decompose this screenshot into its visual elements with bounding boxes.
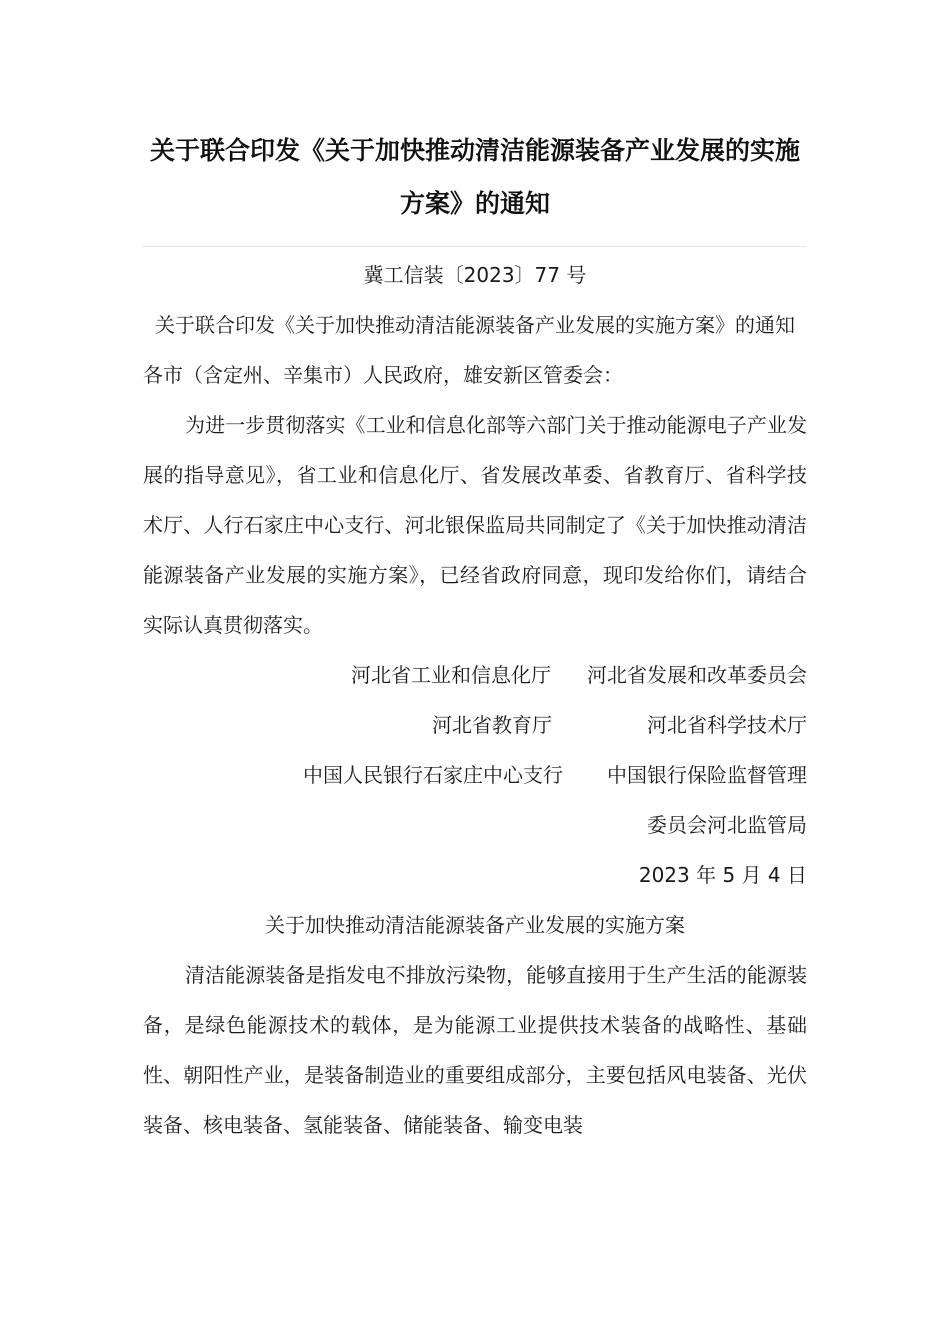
signatory-education-dept: 河北省教育厅 [432,713,552,737]
signatory-development-reform-commission: 河北省发展和改革委员会 [587,663,807,687]
paragraph-plan-intro: 清洁能源装备是指发电不排放污染物，能够直接用于生产生活的能源装备，是绿色能源技术的载体，是为能源工业提供技术装备的战略性、基础性、朝阳性产业，是装备制造业的重要组成部分，主要包括风电装备、光伏装备、核电装备、氢能装备、储能装备、输变电装 [143,963,807,1137]
notice-subtitle: 关于联合印发《关于加快推动清洁能源装备产业发展的实施方案》的通知 [155,313,795,337]
signatory-row-4: 委员会河北监管局 [647,813,807,837]
paragraph-intro: 为进一步贯彻落实《工业和信息化部等六部门关于推动能源电子产业发展的指导意见》，省工业和信息化厅、省发展改革委、省教育厅、省科学技术厅、人行石家庄中心支行、河北银保监局共同制定了《关于加快推动清洁能源装备产业发展的实施方案》，已经省政府同意，现印发给你们，请结合实际认真贯彻落实。 [143,413,807,637]
signatory-cbirc: 中国银行保险监督管理 [607,763,807,787]
addressee: 各市（含定州、辛集市）人民政府，雄安新区管委会： [143,363,623,387]
signatory-row-2 [143,700,807,750]
doc-number: 冀工信装〔2023〕77 号 [363,263,587,287]
title-divider [143,246,807,247]
plan-title: 关于加快推动清洁能源装备产业发展的实施方案 [265,913,685,937]
signatory-science-tech-dept: 河北省科学技术厅 [647,713,807,737]
signatory-row-1 [143,650,807,700]
signatory-pboc-shijiazhuang: 中国人民银行石家庄中心支行 [303,763,563,787]
issue-date: 2023 年 5 月 4 日 [638,863,807,887]
document-body [143,250,807,1150]
document-title: 关于联合印发《关于加快推动清洁能源装备产业发展的实施方案》的通知 [149,136,800,218]
signatory-row-3 [143,750,807,800]
signatory-industry-it-dept: 河北省工业和信息化厅 [351,663,551,687]
